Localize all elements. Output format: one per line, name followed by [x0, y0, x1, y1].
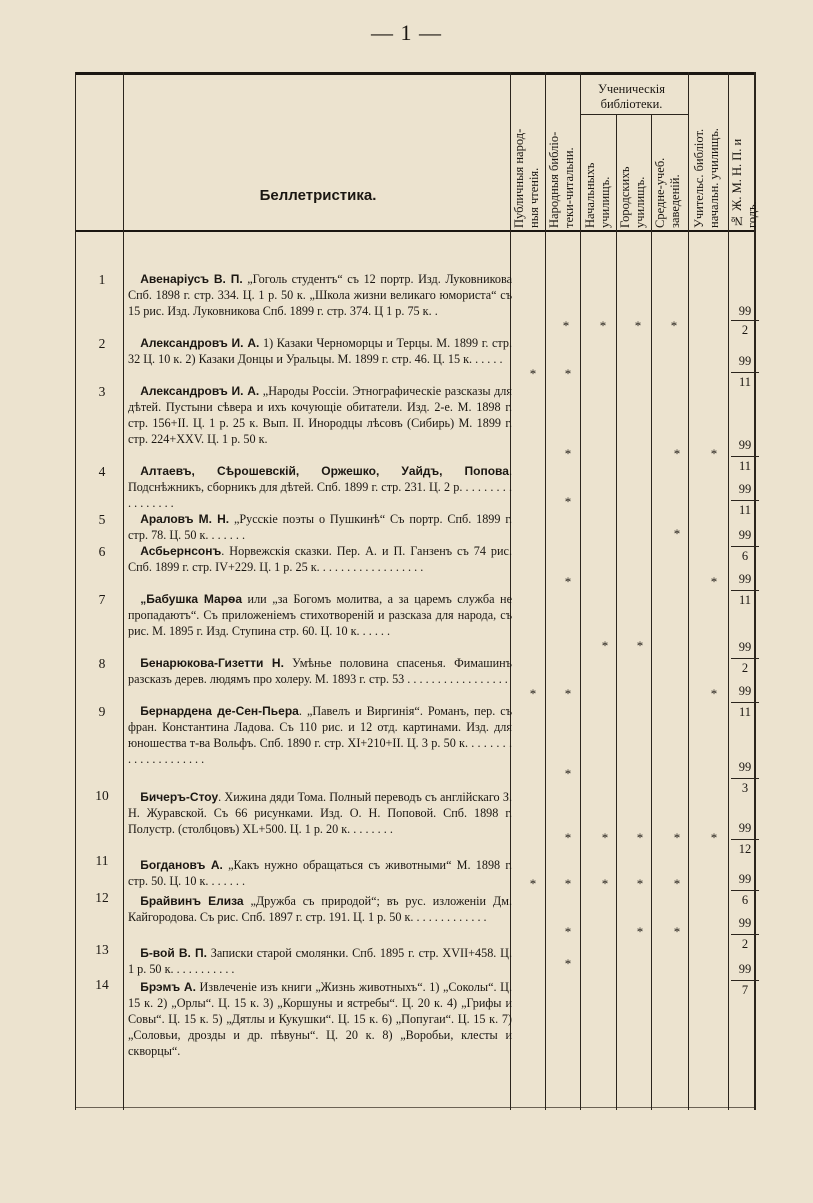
entry-number: 6 — [98, 544, 106, 559]
entry-author: Б-вой В. П. — [140, 946, 207, 960]
entry-number: 13 — [95, 942, 109, 957]
mark-asterisk: * — [634, 318, 642, 333]
entry-number: 9 — [98, 704, 106, 719]
book-entry — [128, 789, 512, 837]
section-title: Беллетристика. — [259, 187, 377, 204]
journal-rule — [731, 546, 759, 547]
mark-asterisk: * — [710, 446, 718, 461]
column-divider — [688, 72, 689, 1110]
mark-asterisk: * — [564, 366, 572, 381]
mark-asterisk: * — [599, 318, 607, 333]
mark-asterisk: * — [673, 446, 681, 461]
page-number: — 1 — — [371, 20, 442, 45]
entry-author: Бернардена де-Сен-Пьера — [140, 704, 299, 718]
journal-rule — [731, 372, 759, 373]
column-header-city-schools: Городскихъ училищъ. — [618, 166, 647, 228]
journal-issue: 12 — [738, 842, 752, 856]
journal-rule — [731, 456, 759, 457]
journal-issue: 6 — [741, 549, 749, 563]
mark-asterisk: * — [564, 494, 572, 509]
mark-asterisk: * — [564, 924, 572, 939]
journal-rule — [731, 980, 759, 981]
entry-author: Алтаевъ, Сѣрошевскій, Оржешко, Уайдъ, Попова — [140, 464, 509, 478]
journal-issue: 3 — [741, 781, 749, 795]
book-entry — [128, 893, 512, 925]
number-column-divider — [123, 72, 124, 1110]
entry-number: 1 — [98, 272, 106, 287]
mark-asterisk: * — [710, 830, 718, 845]
entry-text: или „за Богомъ молитва, а за царемъ служба не пропадаютъ“. Съ приложеніемъ стихотвореній и разсказа для народа, съ рис. М. 1895 г. Изд. Ступина стр. 60. Ц. 10 к. . . . . . — [128, 592, 512, 638]
mark-asterisk: * — [601, 638, 609, 653]
journal-issue: 2 — [741, 323, 749, 337]
book-entry — [128, 591, 512, 639]
mark-asterisk: * — [673, 830, 681, 845]
header-rule — [75, 230, 755, 232]
pupils-libraries-header: Ученическія библіотеки. — [597, 82, 666, 111]
entry-author: Богдановъ А. — [140, 858, 223, 872]
entry-number: 4 — [98, 464, 106, 479]
mark-asterisk: * — [601, 876, 609, 891]
group-header-rule — [580, 114, 688, 115]
mark-asterisk: * — [564, 830, 572, 845]
mark-asterisk: * — [529, 686, 537, 701]
journal-issue: 11 — [738, 459, 752, 473]
mark-asterisk: * — [562, 318, 570, 333]
journal-year: 99 — [738, 572, 752, 586]
book-entry — [128, 335, 512, 367]
entry-text: . Норвежскія сказки. Пер. А. и П. Ганзенъ съ 74 рис. Спб. 1899 г. стр. IV+229. Ц. 1 р. 25 к. . . . . . . . . . . . . . . . . . — [128, 544, 512, 574]
journal-year: 99 — [738, 438, 752, 452]
entry-number: 2 — [98, 336, 106, 351]
entry-text: . „Павелъ и Виргинія“. Романъ, пер. съ фран. Константина Ладова. Съ 110 рис. и 12 отд. картинами. Изд. для юношества т-ва Вольфъ. Спб. 1890 г. стр. XI+210+II. Ц. 3 р. 50 к. . . . . . . . . . . . . . . . . . . . . — [128, 704, 512, 766]
entry-author: Брайвинъ Елиза — [140, 894, 244, 908]
entry-text: . Подснѣжникъ, сборникъ для дѣтей. Спб. 1899 г. стр. 231. Ц. 2 р. . . . . . . . . . . . . . . . . — [128, 464, 512, 510]
entry-text: Записки старой смолянки. Спб. 1895 г. стр. XVII+458. Ц. 1 р. 50 к. . . . . . . . . . . — [128, 946, 512, 976]
book-entry — [128, 383, 512, 447]
entry-author: Авенаріусъ В. П. — [140, 272, 243, 286]
entry-author: Бичеръ-Стоу — [140, 790, 219, 804]
entry-text: „Русскіе поэты о Пушкинѣ“ Съ портр. Спб. 1899 г. стр. 78. Ц. 50 к. . . . . . . — [128, 512, 512, 542]
journal-issue: 11 — [738, 375, 752, 389]
column-divider — [616, 114, 617, 1110]
book-entry — [128, 857, 512, 889]
book-entry — [128, 703, 512, 767]
journal-issue: 2 — [741, 661, 749, 675]
entry-text: „Какъ нужно обращаться съ животными“ М. 1898 г. стр. 50. Ц. 10 к. . . . . . . — [128, 858, 513, 888]
entry-author: Бенарюкова-Гизетти Н. — [140, 656, 284, 670]
entry-text: „Дружба съ природой“; въ рус. изложеніи Дм. Кайгородова. Съ рис. Спб. 1897 г. стр. 191. Ц. 1 р. 50 к. . . . . . . . . . . . . — [128, 894, 512, 924]
journal-year: 99 — [738, 640, 752, 654]
table-top-rule — [75, 72, 755, 75]
mark-asterisk: * — [636, 638, 644, 653]
book-entry — [128, 463, 512, 511]
entry-number: 5 — [98, 512, 106, 527]
journal-issue: 11 — [738, 593, 752, 607]
entry-text: . Хижина дяди Тома. Полный переводъ съ англійскаго З. Н. Журавской. Съ 66 рисунками. Изд. О. Н. Поповой. Спб. 1898 г. Полустр. (столбцовъ) XL+500. Ц. 1 р. 20 к. . . . . . . . — [128, 790, 512, 836]
entry-number: 8 — [98, 656, 106, 671]
entry-number: 14 — [95, 977, 109, 992]
mark-asterisk: * — [673, 526, 681, 541]
mark-asterisk: * — [710, 686, 718, 701]
book-entry — [128, 655, 512, 687]
journal-issue: 11 — [738, 503, 752, 517]
journal-rule — [731, 934, 759, 935]
journal-issue: 2 — [741, 937, 749, 951]
entry-number: 3 — [98, 384, 106, 399]
journal-rule — [731, 658, 759, 659]
entry-number: 7 — [98, 592, 106, 607]
mark-asterisk: * — [673, 924, 681, 939]
column-header-public-readings: Публичныя народ- ныя чтенія. — [512, 128, 541, 228]
journal-year: 99 — [738, 684, 752, 698]
journal-rule — [731, 839, 759, 840]
entry-number: 12 — [95, 890, 109, 905]
book-entry — [128, 511, 512, 543]
mark-asterisk: * — [564, 574, 572, 589]
journal-year: 99 — [738, 760, 752, 774]
entry-author: Араловъ М. Н. — [140, 512, 230, 526]
entry-author: „Бабушка Марѳа — [140, 592, 243, 606]
mark-asterisk: * — [710, 574, 718, 589]
mark-asterisk: * — [529, 366, 537, 381]
entry-author: Асбьернсонъ — [140, 544, 222, 558]
mark-asterisk: * — [636, 924, 644, 939]
mark-asterisk: * — [636, 830, 644, 845]
journal-year: 99 — [738, 528, 752, 542]
entry-text: Извлеченіе изъ книги „Жизнь животныхъ“. 1) „Соколы“. Ц. 15 к. 2) „Орлы“. Ц. 15 к. 3) „Коршуны и ястребы“. Ц. 20 к. 4) „Грифы и Совы“. Ц. 15 к. 5) „Дятлы и Кукушки“. Ц. 15 к. 6) „Попугаи“. Ц. 15 к. 7) „Соловьи, дрозды и др. пѣвуны“. Ц. 20 к. 8) „Воробьи, клесты и скворцы“. — [128, 980, 512, 1058]
entry-text: „Народы Россіи. Этнографическіе разсказы для дѣтей. Пустыни сѣвера и ихъ кочующіе обитатели. Изд. 2-е. М. 1898 г. стр. 156+II. Ц. 1 р. 25 к. Вып. II. Инородцы лѣсовъ (Сибирь) М. 1899 г. стр. 224+XXV. Ц. 1 р. 50 к. — [128, 384, 512, 446]
entry-text: „Гоголь студентъ“ съ 12 портр. Изд. Луковникова Спб. 1898 г. стр. 334. Ц. 1 р. 50 к. „Школа жизни великаго юмориста“ съ 15 рис. Изд. Луковникова Спб. 1899 г. стр. 374. Ц 1 р. 75 к. . — [128, 272, 512, 318]
entry-text: 1) Казаки Черноморцы и Терцы. М. 1899 г. стр. 32 Ц. 10 к. 2) Казаки Донцы и Уральцы. М. 1899 г. стр. 46. Ц. 15 к. . . . . . — [128, 336, 512, 366]
journal-issue: 7 — [741, 983, 749, 997]
column-header-reading-rooms: Народныя библіо- теки-читальни. — [547, 131, 576, 228]
table-left-border — [75, 72, 76, 1110]
entry-text: Умѣнье половина спасенья. Фимашинъ разсказъ дерев. людямъ про холеру. М. 1893 г. стр. 53 . . . . . . . . . . . . . . . . . — [128, 656, 512, 686]
journal-issue: 6 — [741, 893, 749, 907]
mark-asterisk: * — [564, 876, 572, 891]
mark-asterisk: * — [564, 956, 572, 971]
entry-number: 10 — [95, 788, 109, 803]
column-divider — [651, 114, 652, 1110]
journal-year: 99 — [738, 916, 752, 930]
mark-asterisk: * — [564, 446, 572, 461]
journal-year: 99 — [738, 872, 752, 886]
entry-author: Александровъ И. А. — [140, 336, 260, 350]
column-divider — [545, 72, 546, 1110]
table-bottom-rule — [75, 1107, 755, 1108]
journal-year: 99 — [738, 821, 752, 835]
mark-asterisk: * — [670, 318, 678, 333]
entry-author: Брэмъ А. — [140, 980, 196, 994]
mark-asterisk: * — [673, 876, 681, 891]
mark-asterisk: * — [564, 686, 572, 701]
book-entry — [128, 979, 512, 1059]
column-header-primary-schools: Начальныхъ училищъ. — [583, 162, 612, 228]
journal-rule — [731, 778, 759, 779]
column-divider — [728, 72, 729, 1110]
column-header-teacher-libraries: Учительс. библіот. начальн. училищъ. — [692, 128, 721, 228]
mark-asterisk: * — [529, 876, 537, 891]
journal-year: 99 — [738, 962, 752, 976]
mark-asterisk: * — [636, 876, 644, 891]
column-divider — [580, 72, 581, 1110]
book-entry — [128, 271, 512, 319]
mark-asterisk: * — [564, 766, 572, 781]
entry-author: Александровъ И. А. — [140, 384, 260, 398]
journal-rule — [731, 590, 759, 591]
column-header-secondary-schools: Средне-учеб. заведеній. — [653, 157, 682, 228]
journal-issue: 11 — [738, 705, 752, 719]
entry-number: 11 — [95, 853, 109, 868]
journal-year: 99 — [738, 304, 752, 318]
journal-year: 99 — [738, 482, 752, 496]
book-entry — [128, 945, 512, 977]
journal-rule — [731, 500, 759, 501]
book-entry — [128, 543, 512, 575]
column-header-journal: № Ж. М. Н. П. и годъ. — [730, 138, 759, 228]
mark-asterisk: * — [601, 830, 609, 845]
journal-rule — [731, 890, 759, 891]
journal-rule — [731, 702, 759, 703]
journal-rule — [731, 320, 759, 321]
journal-year: 99 — [738, 354, 752, 368]
